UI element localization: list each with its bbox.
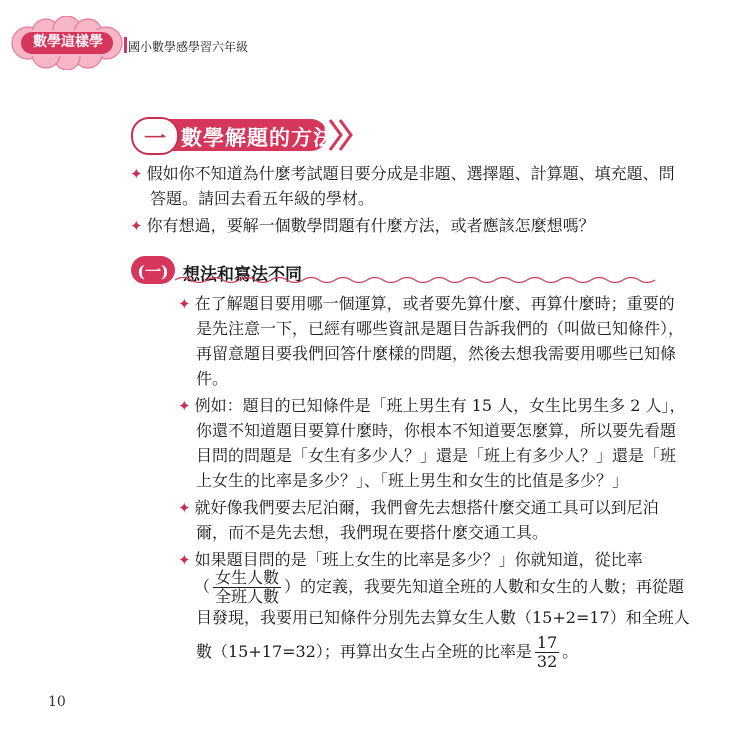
star-bullet-icon: ✦ — [178, 551, 191, 569]
fraction-denominator: 全班人數 — [215, 587, 280, 606]
subsection-number: (一) — [137, 262, 169, 281]
star-bullet-icon: ✦ — [178, 295, 191, 313]
section-number-badge — [131, 117, 179, 155]
body-bullet-4-line-2: （ $\frac{\text{女生人數}}{\text{全班人數}}$ ）的定義，我要先知道全班的人數和女生的人數；再從題 — [194, 568, 685, 606]
body-bullet-1-line-1: ✦ 在了解題目要用哪一個運算，或者要先算什麼、再算什麼時；重要的 — [178, 294, 675, 313]
intro-bullet-1-line-2: 答題。請回去看五年級的學材。 — [150, 189, 375, 208]
body-bullet-1-line-2: 是先注意一下，已經有哪些資訊是題目告訴我們的（叫做已知條件）， — [196, 319, 685, 338]
body-bullet-2-line-3: 目問的問題是「女生有多少人？」還是「班上有多少人？」還是「班 — [196, 446, 677, 465]
wavy-divider — [131, 275, 661, 285]
ratio-definition-fraction — [213, 569, 281, 606]
body-bullet-1-line-3: 再留意題目要我們回答什麼樣的問題，然後去想我需要用哪些已知條 — [196, 344, 677, 363]
star-bullet-icon: ✦ — [178, 499, 191, 517]
ratio-result-fraction — [535, 634, 559, 671]
section-number: 一 — [143, 126, 166, 152]
fraction-denominator: 32 — [536, 652, 558, 671]
intro-bullet-2-line-1: ✦ 你有想過，要解一個數學問題有什麼方法，或者應該怎麼想嗎？ — [130, 216, 595, 235]
section-banner — [131, 117, 361, 153]
fraction-numerator: 17 — [536, 633, 558, 652]
title-accent-bar — [124, 37, 127, 53]
book-title: 國小數學感學習六年級 — [128, 40, 249, 54]
subsection-title: 想法和寫法不同 — [183, 265, 302, 285]
star-bullet-icon: ✦ — [130, 165, 143, 183]
page-number: 10 — [48, 694, 66, 710]
section-title: 數學解題的方法 — [181, 126, 335, 150]
logo-text: 數學這樣學 — [33, 34, 103, 50]
body-bullet-2-line-2: 你還不知道題目要算什麼時，你根本不知道要怎麼算，所以要先看題 — [196, 421, 677, 440]
body-bullet-3-line-1: ✦ 就好像我們要去尼泊爾，我們會先去想搭什麼交通工具可以到尼泊 — [178, 498, 659, 517]
book-logo — [8, 16, 126, 70]
body-bullet-4-line-3: 目發現，我要用已知條件分別先去算女生人數（15+2=17）和全班人 — [196, 608, 690, 627]
star-bullet-icon: ✦ — [130, 217, 143, 235]
body-bullet-1-line-4: 件。 — [196, 369, 229, 388]
fraction-numerator: 女生人數 — [215, 568, 280, 587]
body-bullet-3-line-2: 爾，而不是先去想，我們現在要搭什麼交通工具。 — [196, 523, 549, 542]
intro-bullet-1-line-1: ✦ 假如你不知道為什麼考試題目要分成是非題、選擇題、計算題、填充題、問 — [130, 164, 675, 183]
chevron-right-icon — [327, 117, 357, 153]
body-bullet-4-line-1: ✦ 如果題目問的是「班上女生的比率是多少？」你就知道，從比率 — [178, 550, 643, 569]
body-bullet-4-line-4: 數（15+17=32）；再算出女生占全班的比率是 $\frac{17}{32}$ 。 — [196, 633, 579, 671]
body-bullet-2-line-1: ✦ 例如：題目的已知條件是「班上男生有 15 人，女生比男生多 2 人」， — [178, 396, 686, 415]
body-bullet-2-line-4: 上女生的比率是多少？」、「班上男生和女生的比值是多少？」 — [196, 471, 629, 490]
star-bullet-icon: ✦ — [178, 397, 191, 415]
